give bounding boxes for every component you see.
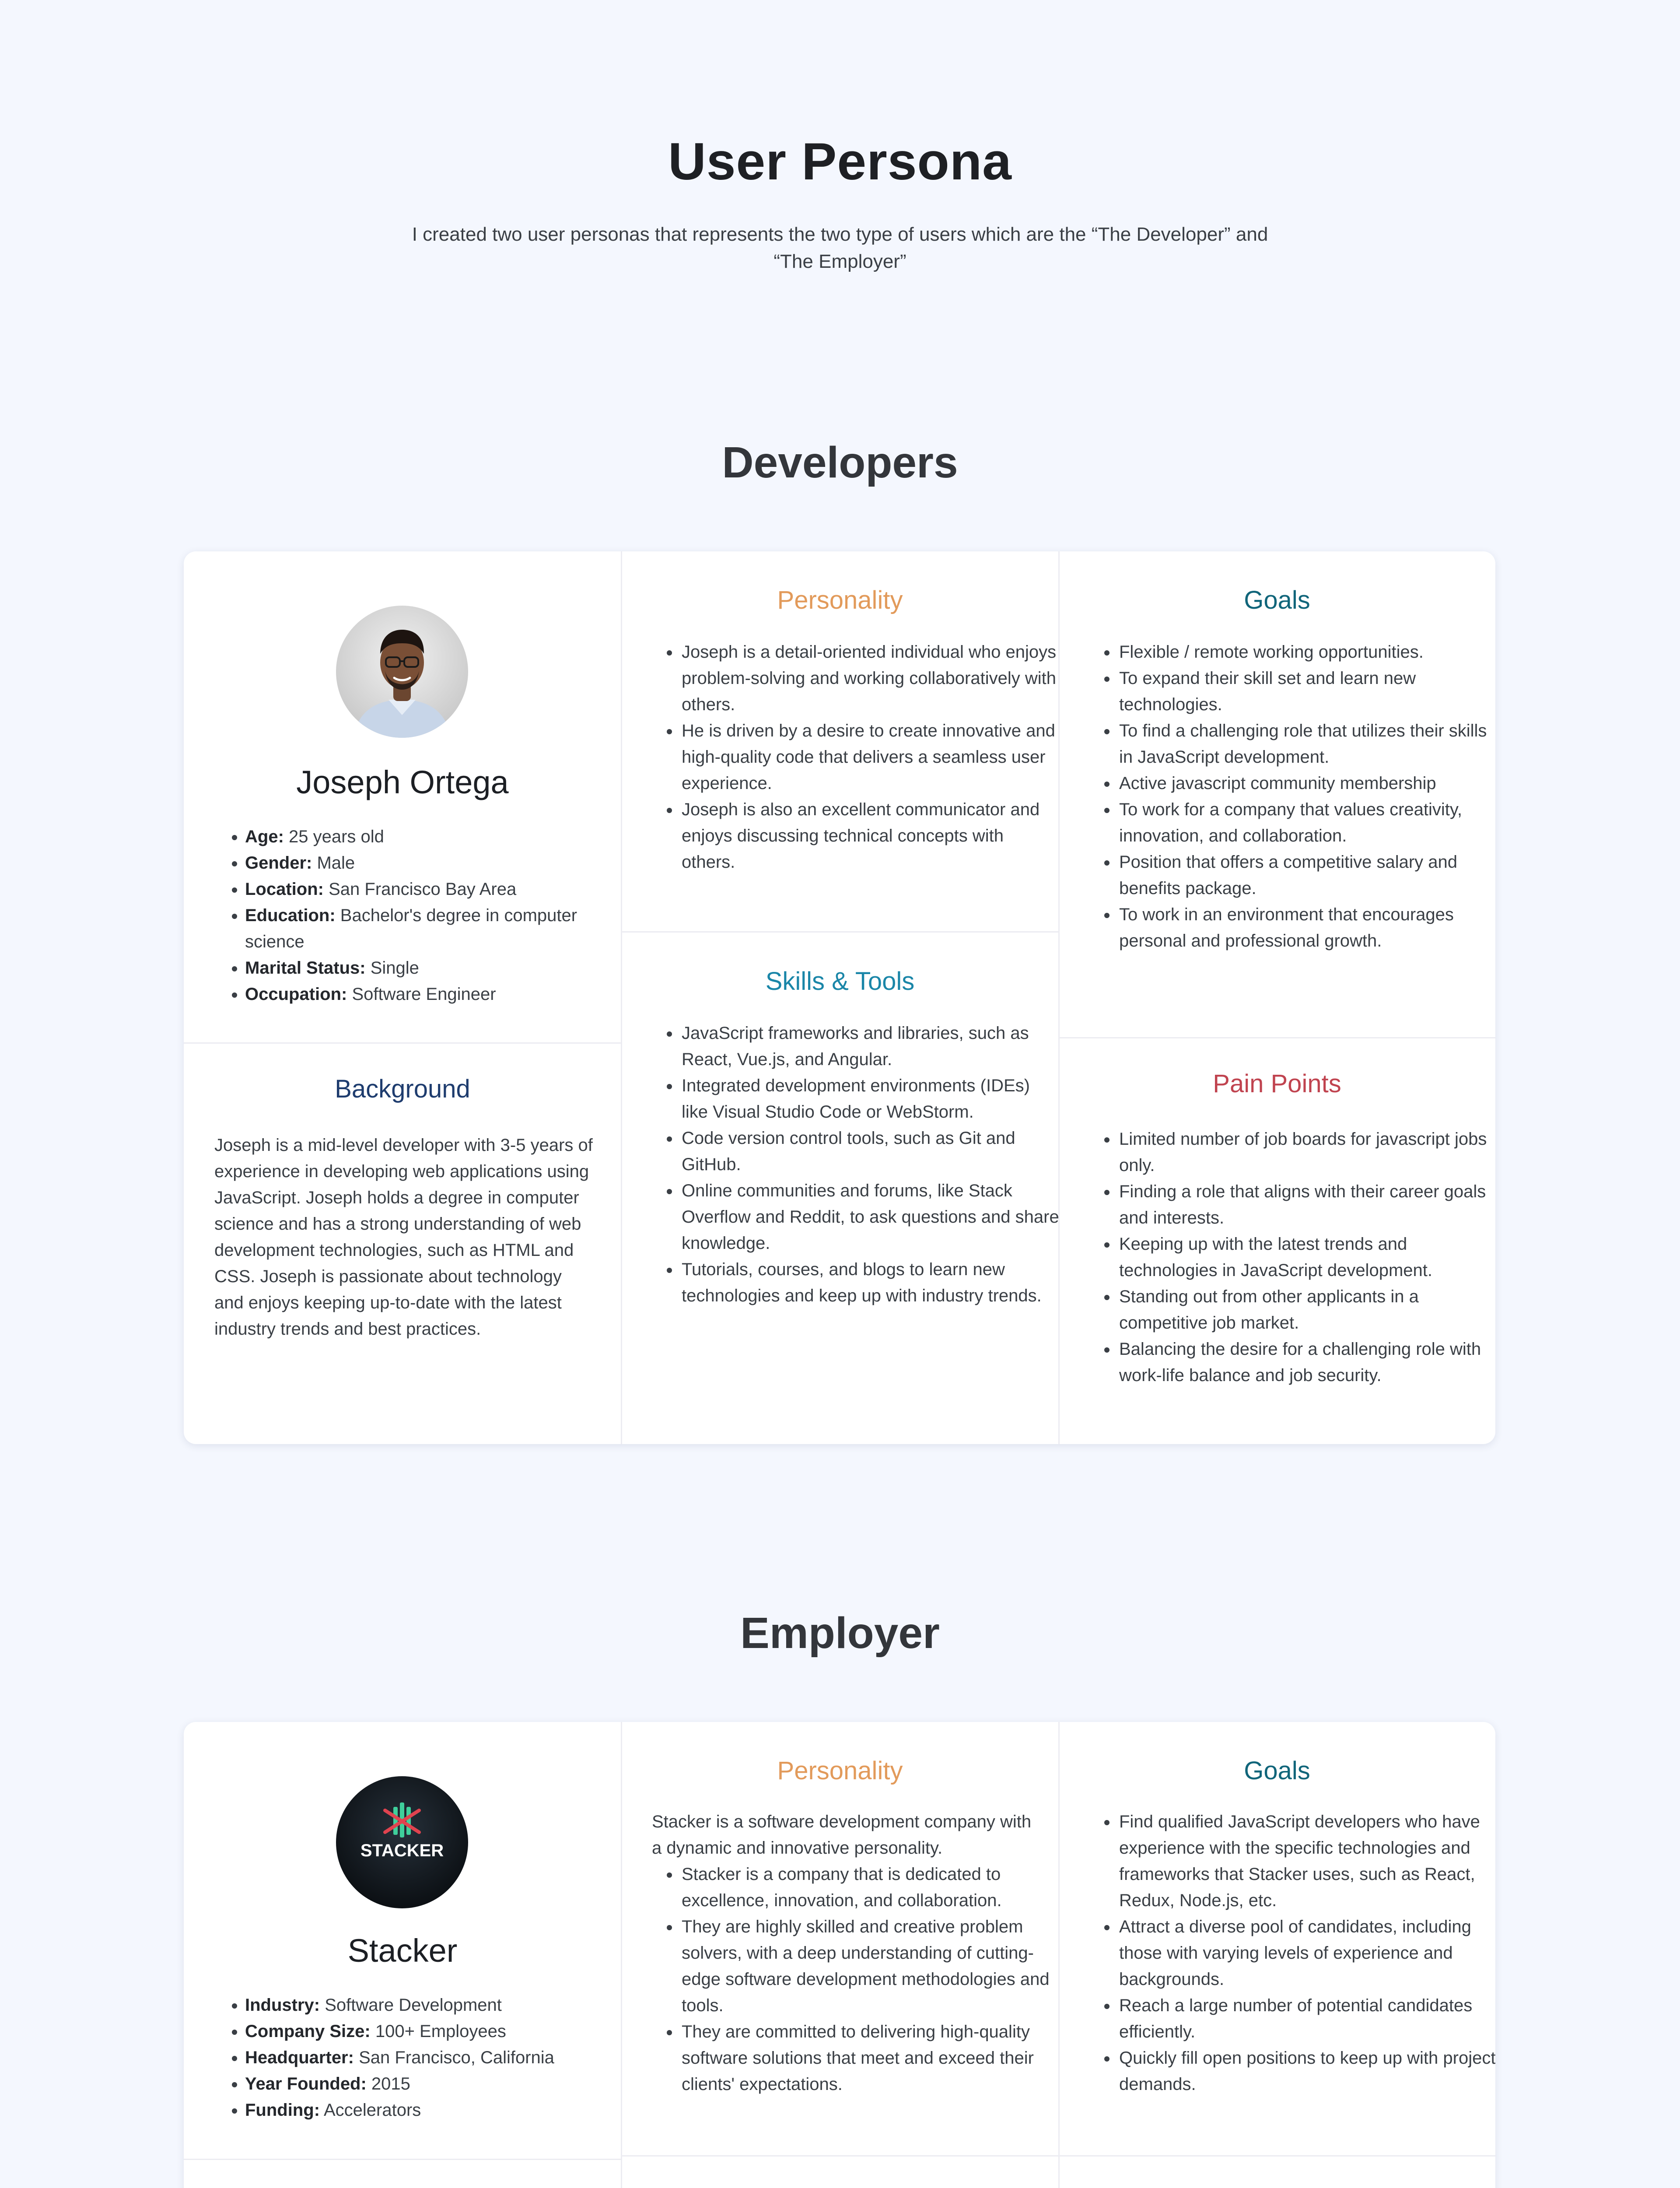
list-item: • Reach a large number of potential candidates efficiently. bbox=[1117, 1992, 1495, 2045]
employer-skills bbox=[621, 2156, 1059, 2188]
employer-section-title: Employer bbox=[740, 1609, 940, 1658]
employer-profile bbox=[184, 1722, 621, 2159]
persona-name: Stacker bbox=[347, 1932, 458, 1969]
developer-persona-card bbox=[184, 551, 1495, 1444]
employer-goals bbox=[1059, 1722, 1495, 2155]
avatar bbox=[336, 606, 468, 738]
list-item: • They are highly skilled and creative problem solvers, with a deep understanding of cutting-edge software development methodologies and tools. bbox=[680, 1914, 1060, 2019]
list-item: • JavaScript frameworks and libraries, such as React, Vue.js, and Angular. bbox=[680, 1020, 1060, 1073]
list-item: • Joseph is a detail-oriented individual who enjoys problem-solving and working collaboratively with others. bbox=[680, 639, 1060, 718]
list-item: • To expand their skill set and learn new technologies. bbox=[1117, 665, 1495, 718]
employer-persona-card bbox=[184, 1722, 1495, 2188]
list-item: • Keeping up with the latest trends and technologies in JavaScript development. bbox=[1117, 1231, 1495, 1283]
list-item: • Active javascript community membership bbox=[1117, 770, 1495, 796]
list-item: • Stacker is a company that is dedicated to excellence, innovation, and collaboration. bbox=[680, 1861, 1060, 1914]
company-logo bbox=[336, 1776, 468, 1908]
goals-title: Goals bbox=[1244, 586, 1310, 614]
background-text: Joseph is a mid-level developer with 3-5 years of experience in developing web applications using JavaScript. Joseph holds a degree in computer science and has a strong understanding of web development technologies, such as HTML and CSS. Joseph is passionate about technology and enjoys keeping up-to-date with the latest industry trends and best practices. bbox=[214, 1136, 593, 1339]
developer-skills bbox=[621, 933, 1059, 1444]
fact-location: • Location: San Francisco Bay Area bbox=[245, 876, 630, 902]
page-subtitle: I created two user personas that represents the two type of users which are the “The Developer” and “The Employer” bbox=[412, 224, 1268, 272]
fact-headquarter: • Headquarter: San Francisco, California bbox=[245, 2044, 630, 2071]
goals-list bbox=[1089, 639, 1495, 954]
profile-facts bbox=[214, 1992, 630, 2123]
pain-points-title: Pain Points bbox=[1213, 1069, 1341, 1098]
page-title: User Persona bbox=[668, 132, 1012, 191]
developer-personality bbox=[621, 551, 1059, 931]
fact-marital-status: • Marital Status: Single bbox=[245, 955, 630, 981]
personality-intro: Stacker is a software development company with a dynamic and innovative personality. bbox=[652, 1812, 1032, 1858]
list-item: • He is driven by a desire to create innovative and high-quality code that delivers a seamless user experience. bbox=[680, 718, 1060, 796]
list-item: • Finding a role that aligns with their career goals and interests. bbox=[1117, 1178, 1495, 1231]
fact-company-size: • Company Size: 100+ Employees bbox=[245, 2018, 630, 2044]
fact-gender: • Gender: Male bbox=[245, 850, 630, 876]
persona-name: Joseph Ortega bbox=[296, 764, 509, 800]
skills-title: Skills & Tools bbox=[765, 967, 915, 996]
goals-title: Goals bbox=[1244, 1757, 1310, 1785]
person-photo-icon bbox=[336, 606, 468, 738]
fact-industry: • Industry: Software Development bbox=[245, 1992, 630, 2018]
fact-occupation: • Occupation: Software Engineer bbox=[245, 981, 630, 1007]
list-item: • Flexible / remote working opportunities. bbox=[1117, 639, 1495, 665]
list-item: • They are committed to delivering high-quality software solutions that meet and exceed their clients' expectations. bbox=[680, 2019, 1060, 2097]
list-item: • Online communities and forums, like Stack Overflow and Reddit, to ask questions and share knowledge. bbox=[680, 1178, 1060, 1256]
list-item: • Balancing the desire for a challenging role with work-life balance and job security. bbox=[1117, 1336, 1495, 1389]
fact-age: • Age: 25 years old bbox=[245, 824, 630, 850]
list-item: • Position that offers a competitive salary and benefits package. bbox=[1117, 849, 1495, 901]
fact-year-founded: • Year Founded: 2015 bbox=[245, 2071, 630, 2097]
employer-background bbox=[184, 2160, 621, 2188]
list-item: • Code version control tools, such as Git and GitHub. bbox=[680, 1125, 1060, 1178]
list-item: • To find a challenging role that utilizes their skills in JavaScript development. bbox=[1117, 718, 1495, 770]
goals-list bbox=[1089, 1809, 1495, 2097]
list-item: • Standing out from other applicants in a competitive job market. bbox=[1117, 1283, 1495, 1336]
developer-goals bbox=[1059, 551, 1495, 1037]
developer-background bbox=[184, 1044, 621, 1444]
employer-personality bbox=[621, 1722, 1059, 2155]
employer-pain-points bbox=[1059, 2156, 1495, 2188]
personality-title: Personality bbox=[777, 586, 903, 614]
personality-list bbox=[652, 1861, 1060, 2097]
background-title: Background bbox=[335, 1075, 470, 1103]
list-item: • Integrated development environments (IDEs) like Visual Studio Code or WebStorm. bbox=[680, 1073, 1060, 1125]
stacker-logo-icon bbox=[336, 1776, 468, 1908]
list-item: • Tutorials, courses, and blogs to learn new technologies and keep up with industry trends. bbox=[680, 1256, 1060, 1309]
fact-funding: • Funding: Accelerators bbox=[245, 2097, 630, 2123]
list-item: • Joseph is also an excellent communicator and enjoys discussing technical concepts with others. bbox=[680, 796, 1060, 875]
personality-list bbox=[652, 639, 1060, 875]
fact-education: • Education: Bachelor's degree in computer science bbox=[245, 902, 630, 955]
list-item: • To work for a company that values creativity, innovation, and collaboration. bbox=[1117, 796, 1495, 849]
developer-profile bbox=[184, 551, 621, 1042]
list-item: • Quickly fill open positions to keep up with project demands. bbox=[1117, 2045, 1495, 2097]
developer-pain-points bbox=[1059, 1038, 1495, 1444]
pain-points-list bbox=[1089, 1126, 1495, 1389]
developers-section-title: Developers bbox=[722, 438, 958, 487]
list-item: • To work in an environment that encourages personal and professional growth. bbox=[1117, 901, 1495, 954]
profile-facts bbox=[214, 824, 630, 1007]
list-item: • Find qualified JavaScript developers who have experience with the specific technologies and frameworks that Stacker uses, such as React, Redux, Node.js, etc. bbox=[1117, 1809, 1495, 1914]
list-item: • Limited number of job boards for javascript jobs only. bbox=[1117, 1126, 1495, 1178]
skills-list bbox=[652, 1020, 1060, 1309]
svg-text:STACKER: STACKER bbox=[360, 1841, 444, 1860]
list-item: • Attract a diverse pool of candidates, including those with varying levels of experience and backgrounds. bbox=[1117, 1914, 1495, 1992]
personality-title: Personality bbox=[777, 1757, 903, 1785]
